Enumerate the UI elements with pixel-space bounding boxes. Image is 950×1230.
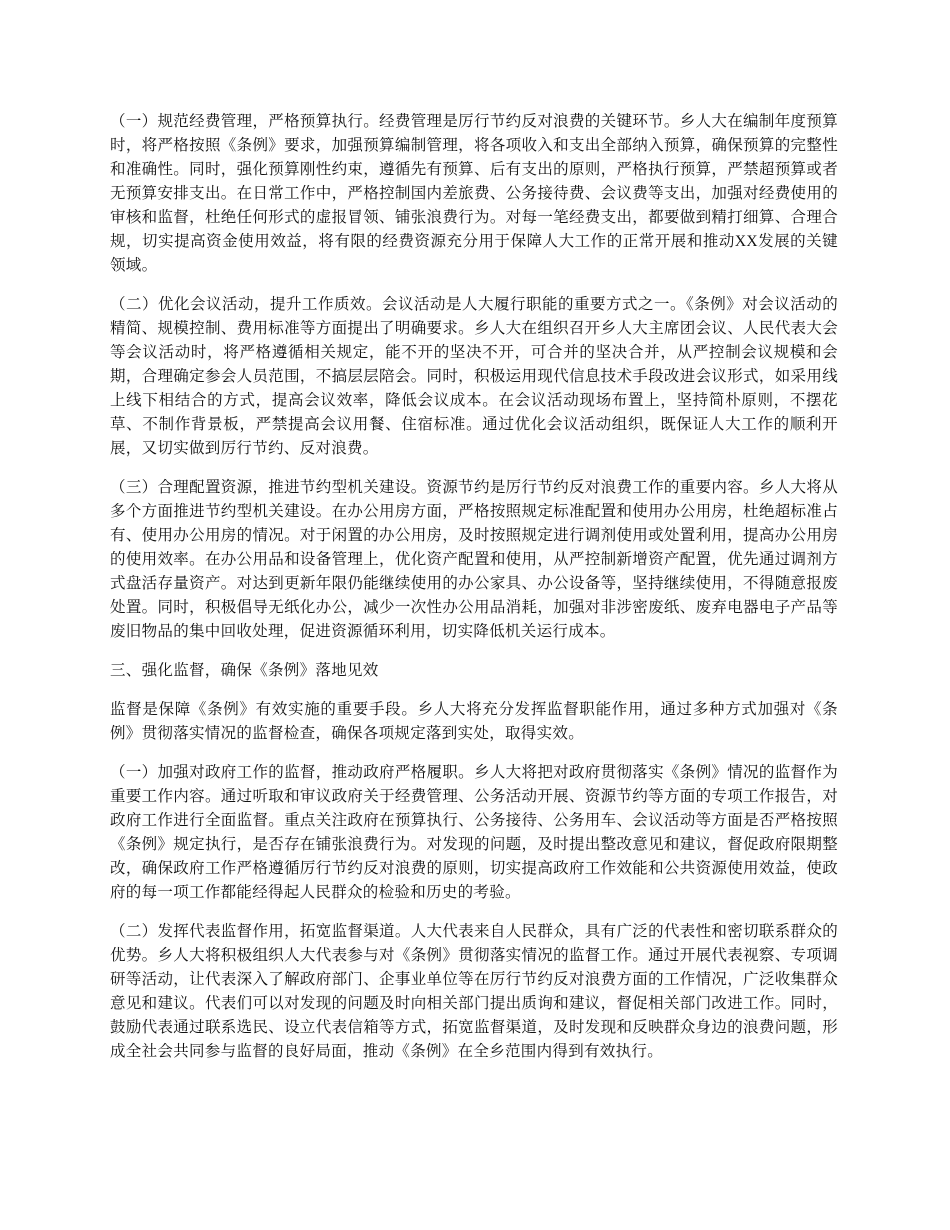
- paragraph-delegate-supervision: （二）发挥代表监督作用，拓宽监督渠道。人大代表来自人民群众，具有广泛的代表性和密切联系群众的优势。乡人大将积极组织人大代表参与对《条例》贯彻落实情况的监督工作。通过开展代表视察、专项调研等活动，让代表深入了解政府部门、企事业单位等在厉行节约反对浪费方面的工作情况，广泛收集群众意见和建议。代表们可以对发现的问题及时向相关部门提出质询和建议，督促相关部门改进工作。同时，鼓励代表通过联系选民、设立代表信箱等方式，拓宽监督渠道，及时发现和反映群众身边的浪费问题，形成全社会共同参与监督的良好局面，推动《条例》在全乡范围内得到有效执行。: [110, 923, 838, 1060]
- paragraph-meeting-optimization: （二）优化会议活动，提升工作质效。会议活动是人大履行职能的重要方式之一。《条例》对会议活动的精简、规模控制、费用标准等方面提出了明确要求。乡人大在组织召开乡人大主席团会议、人民代表大会等会议活动时，将严格遵循相关规定，能不开的坚决不开，可合并的坚决合并，从严控制会议规模和会期，合理确定参会人员范围，不搞层层陪会。同时，积极运用现代信息技术手段改进会议形式，如采用线上线下相结合的方式，提高会议效率，降低会议成本。在会议活动现场布置上，坚持简朴原则，不摆花草、不制作背景板，严禁提高会议用餐、住宿标准。通过优化会议活动组织，既保证人大工作的顺利开展，又切实做到厉行节约、反对浪费。: [110, 296, 838, 457]
- paragraph-funds-management: （一）规范经费管理，严格预算执行。经费管理是厉行节约反对浪费的关键环节。乡人大在编制年度预算时，将严格按照《条例》要求，加强预算编制管理，将各项收入和支出全部纳入预算，确保预算的完整性和准确性。同时，强化预算刚性约束，遵循先有预算、后有支出的原则，严格执行预算，严禁超预算或者无预算安排支出。在日常工作中，严格控制国内差旅费、公务接待费、会议费等支出，加强对经费使用的审核和监督，杜绝任何形式的虚报冒领、铺张浪费行为。对每一笔经费支出，都要做到精打细算、合理合规，切实提高资金使用效益，将有限的经费资源充分用于保障人大工作的正常开展和推动XX发展的关键领域。: [110, 113, 838, 274]
- paragraph-resource-allocation: （三）合理配置资源，推进节约型机关建设。资源节约是厉行节约反对浪费工作的重要内容。乡人大将从多个方面推进节约型机关建设。在办公用房方面，严格按照规定标准配置和使用办公用房，杜绝超标准占有、使用办公用房的情况。对于闲置的办公用房，及时按照规定进行调剂使用或处置利用，提高办公用房的使用效率。在办公用品和设备管理上，优化资产配置和使用，从严控制新增资产配置，优先通过调剂方式盘活存量资产。对达到更新年限仍能继续使用的办公家具、办公设备等，坚持继续使用，不得随意报废处置。同时，积极倡导无纸化办公，减少一次性办公用品消耗，加强对非涉密废纸、废弃电器电子产品等废旧物品的集中回收处理，促进资源循环利用，切实降低机关运行成本。: [110, 479, 838, 640]
- paragraph-government-supervision: （一）加强对政府工作的监督，推动政府严格履职。乡人大将把对政府贯彻落实《条例》情况的监督作为重要工作内容。通过听取和审议政府关于经费管理、公务活动开展、资源节约等方面的专项工作报告，对政府工作进行全面监督。重点关注政府在预算执行、公务接待、公务用车、会议活动等方面是否严格按照《条例》规定执行，是否存在铺张浪费行为。对发现的问题，及时提出整改意见和建议，督促政府限期整改，确保政府工作严格遵循厉行节约反对浪费的原则，切实提高政府工作效能和公共资源使用效益，使政府的每一项工作都能经得起人民群众的检验和历史的考验。: [110, 764, 838, 901]
- paragraph-supervision-intro: 监督是保障《条例》有效实施的重要手段。乡人大将充分发挥监督职能作用，通过多种方式加强对《条例》贯彻落实情况的监督检查，确保各项规定落到实处，取得实效。: [110, 701, 838, 742]
- section-heading-supervision: 三、强化监督，确保《条例》落地见效: [110, 662, 379, 679]
